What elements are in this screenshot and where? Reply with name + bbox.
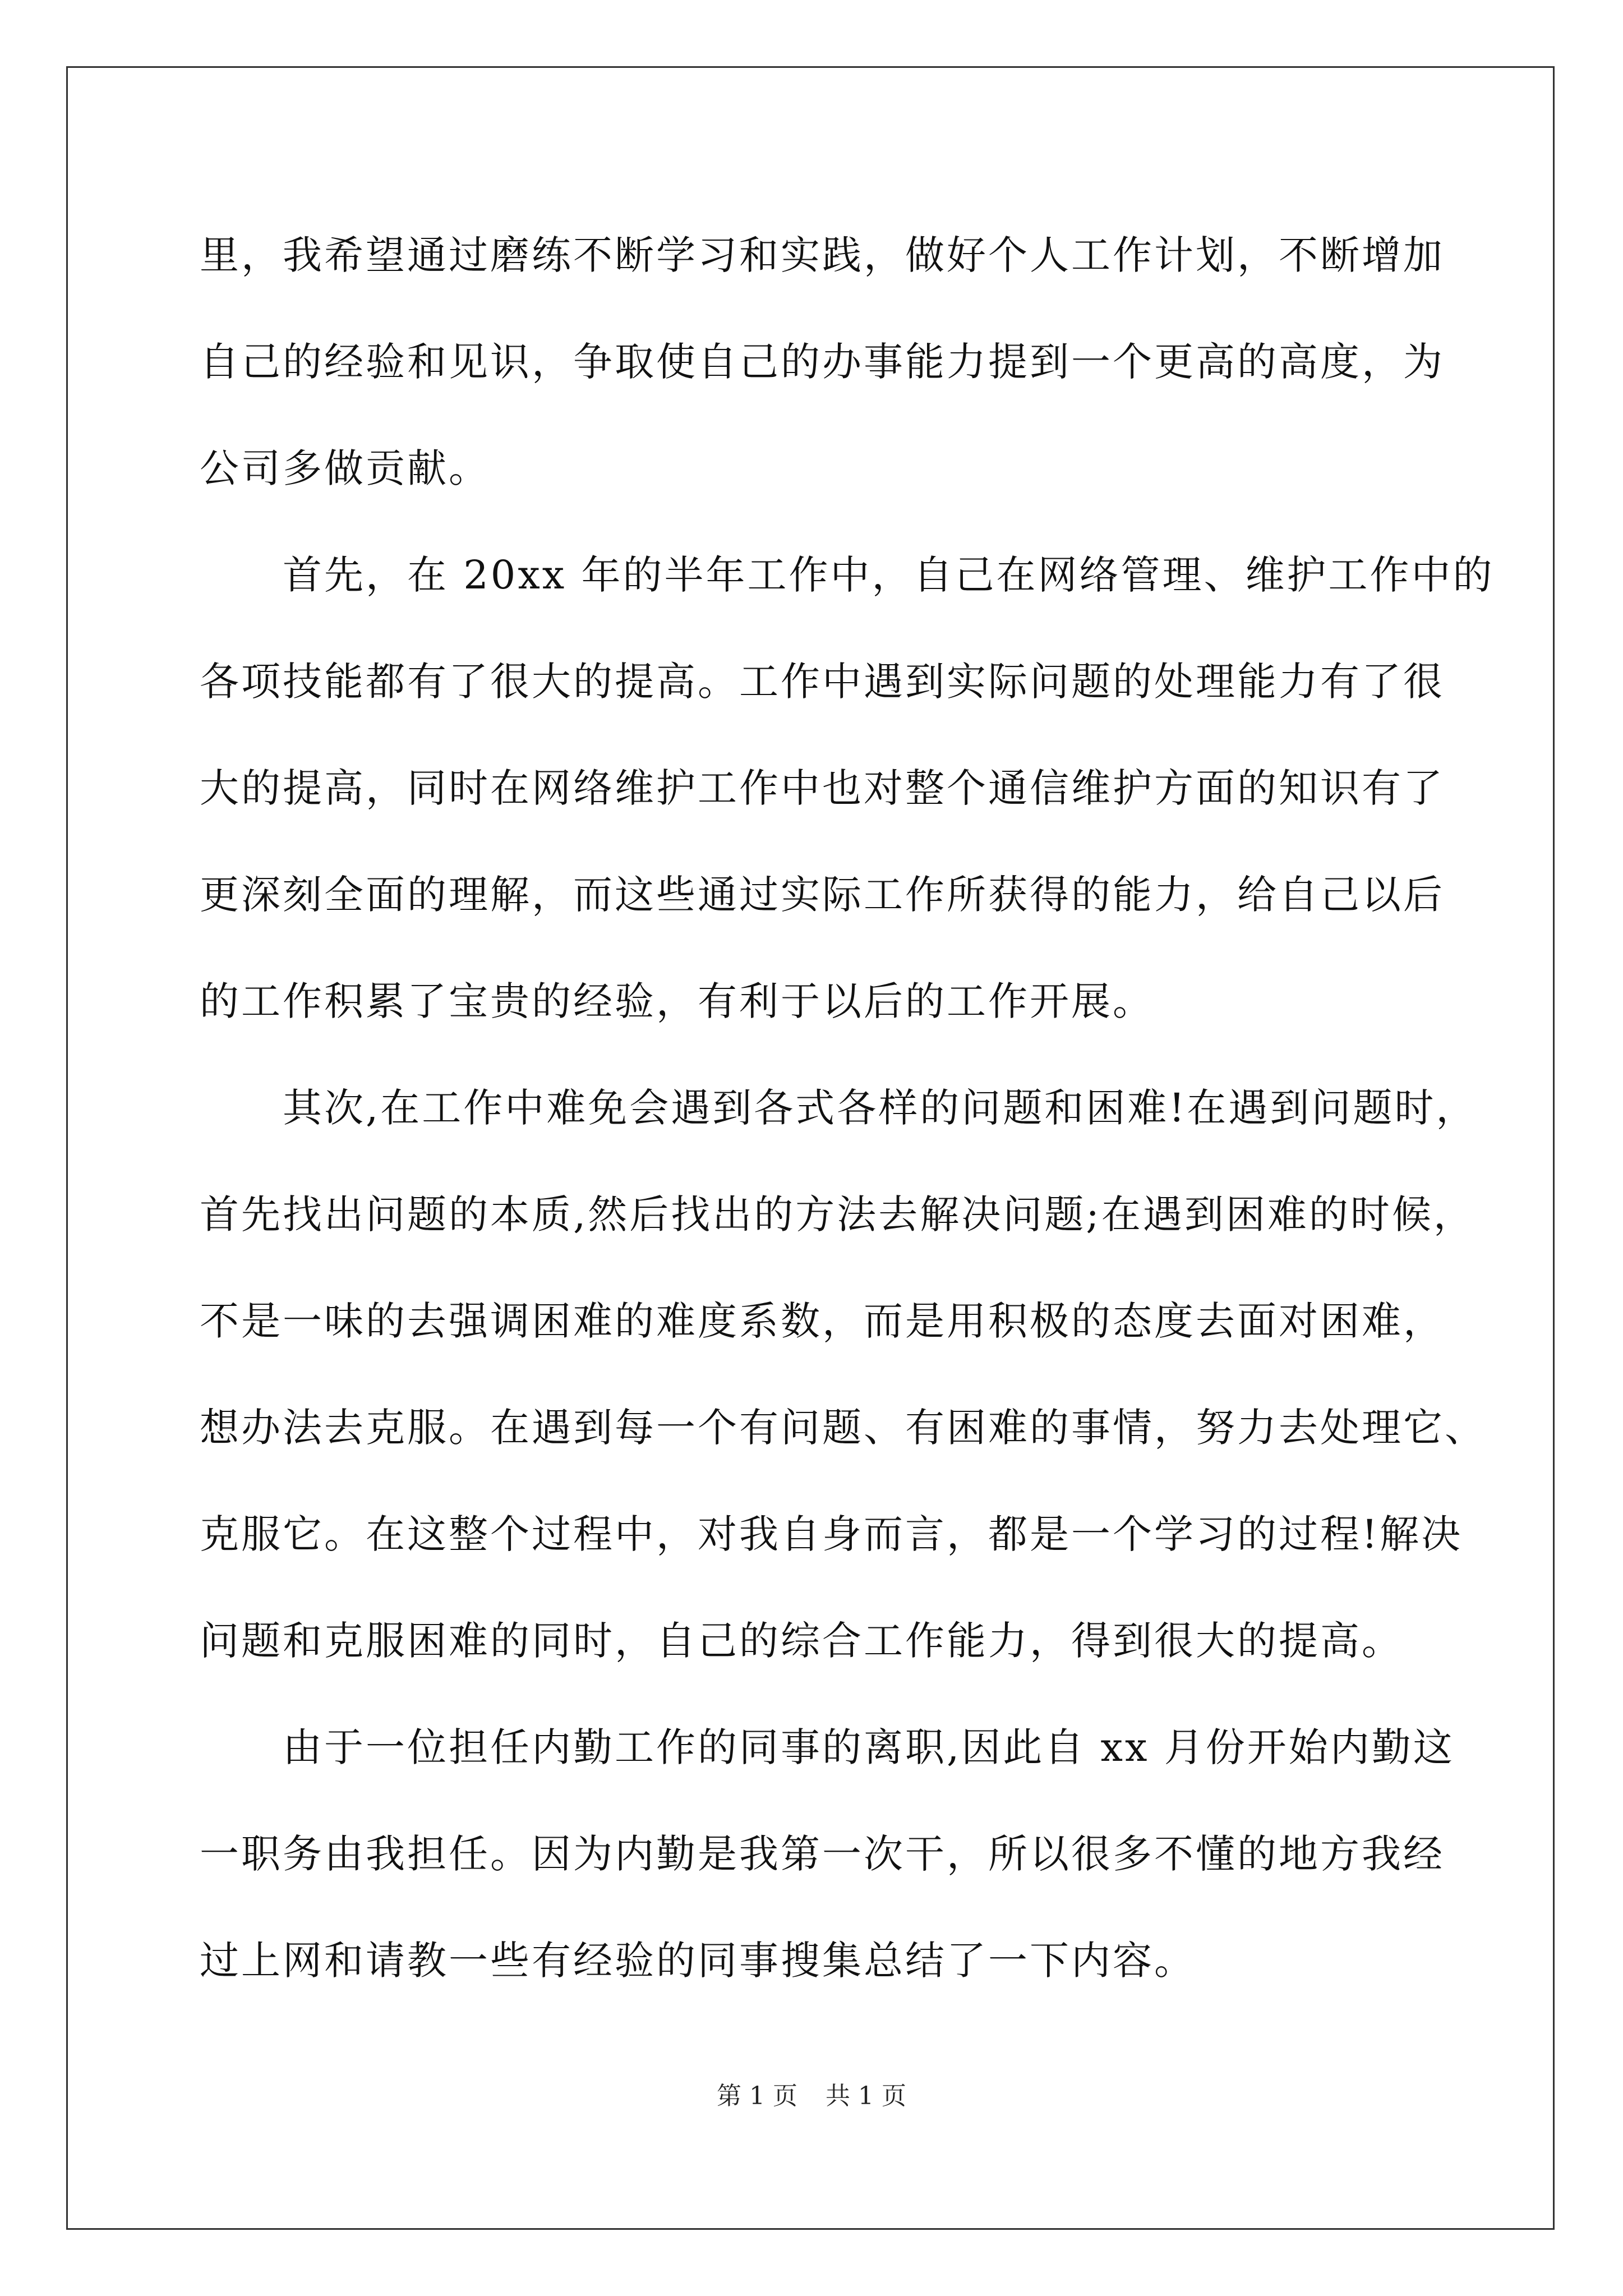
document-body — [200, 202, 1495, 2014]
text-line: 更深刻全面的理解，而这些通过实际工作所获得的能力，给自己以后 — [200, 872, 1445, 918]
page-footer — [0, 2076, 1623, 2111]
text-line: 其次,在工作中难免会遇到各式各样的问题和困难!在遇到问题时， — [200, 1085, 1478, 1131]
text-line: 一职务由我担任。因为内勤是我第一次干，所以很多不懂的地方我经 — [200, 1831, 1445, 1877]
text-line: 的工作积累了宝贵的经验，有利于以后的工作开展。 — [200, 978, 1154, 1024]
text-line: 里，我希望通过磨练不断学习和实践，做好个人工作计划，不断增加 — [200, 232, 1445, 278]
text-line: 想办法去克服。在遇到每一个有问题、有困难的事情，努力去处理它、 — [200, 1405, 1486, 1451]
page-number: 第 1 页 — [717, 2082, 797, 2110]
text-line: 大的提高，同时在网络维护工作中也对整个通信维护方面的知识有了 — [200, 765, 1445, 811]
text-line: 首先找出问题的本质,然后找出的方法去解决问题;在遇到困难的时候， — [200, 1191, 1475, 1237]
text-line: 公司多做贡献。 — [200, 445, 490, 491]
text-line: 不是一味的去强调困难的难度系数，而是用积极的态度去面对困难， — [200, 1298, 1445, 1344]
text-line: 克服它。在这整个过程中，对我自身而言，都是一个学习的过程!解决 — [200, 1511, 1463, 1557]
text-line: 首先，在 20xx 年的半年工作中，自己在网络管理、维护工作中的 — [200, 552, 1495, 598]
page-total: 共 1 页 — [826, 2082, 906, 2110]
text-line: 问题和克服困难的同时，自己的综合工作能力，得到很大的提高。 — [200, 1618, 1403, 1664]
text-line: 各项技能都有了很大的提高。工作中遇到实际问题的处理能力有了很 — [200, 659, 1445, 705]
text-line: 过上网和请教一些有经验的同事搜集总结了一下内容。 — [200, 1938, 1196, 1984]
text-line: 自己的经验和见识，争取使自己的办事能力提到一个更高的高度，为 — [200, 339, 1445, 385]
text-line: 由于一位担任内勤工作的同事的离职,因此自 xx 月份开始内勤这 — [200, 1724, 1455, 1770]
